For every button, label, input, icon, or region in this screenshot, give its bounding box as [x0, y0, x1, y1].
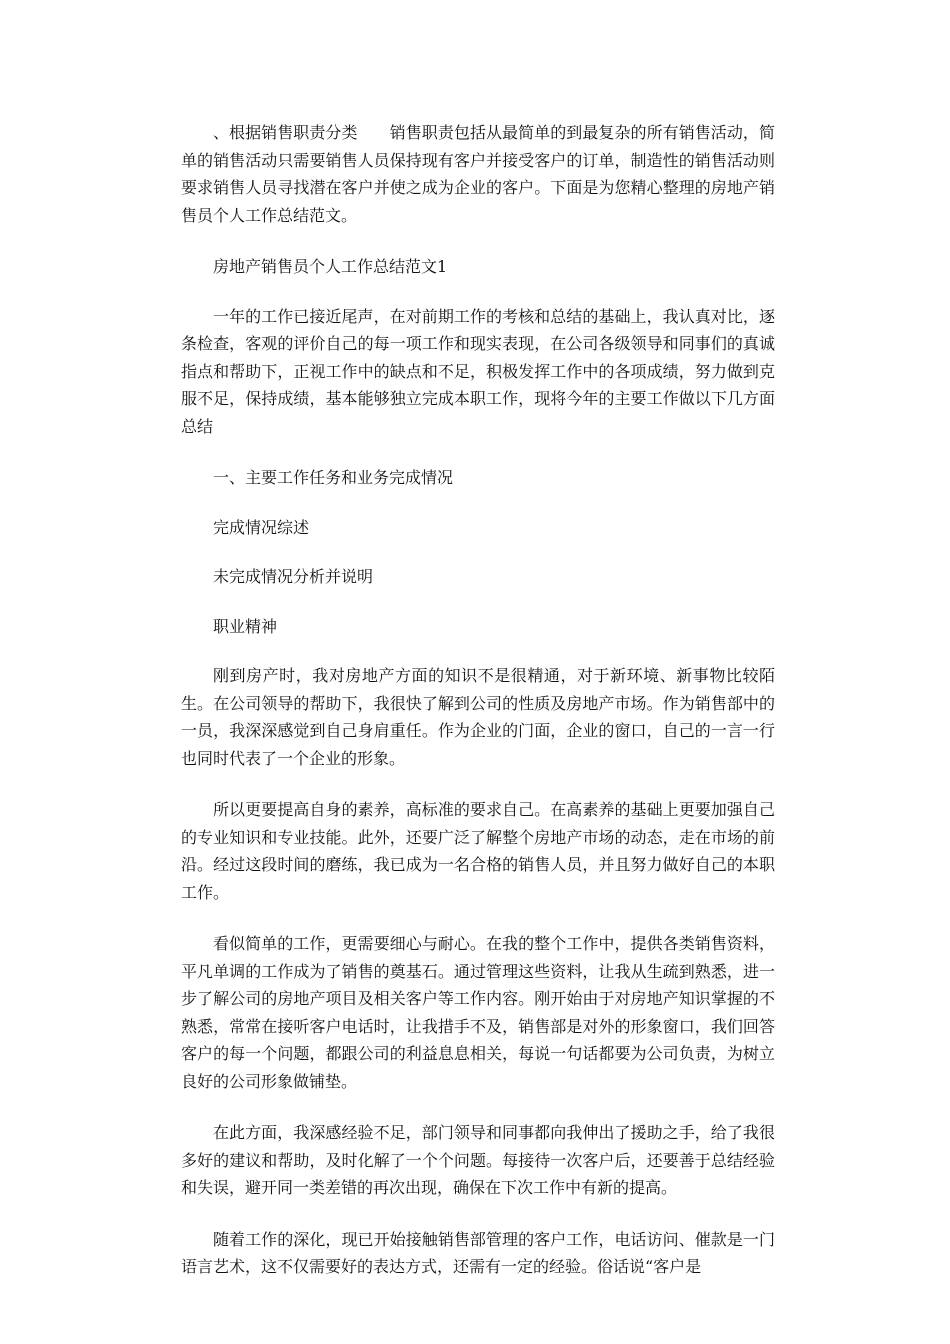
body-paragraph: 随着工作的深化，现已开始接触销售部管理的客户工作，电话访问、催款是一门语言艺术，这不仅需要好的表达方式，还需有一定的经验。俗话说“客户是 [181, 1229, 775, 1276]
body-paragraph: 所以更要提高自身的素养，高标准的要求自己。在高素养的基础上更要加强自己的专业知识和专业技能。此外，还要广泛了解整个房地产市场的动态，走在市场的前沿。经过这段时间的磨练，我已成为一名合格的销售人员，并且努力做好自己的本职工作。 [181, 800, 775, 902]
body-paragraph: 刚到房产时，我对房地产方面的知识不是很精通，对于新环境、新事物比较陌生。在公司领导的帮助下，我很快了解到公司的性质及房地产市场。作为销售部中的一员，我深深感觉到自己身肩重任。作为企业的门面，企业的窗口，自己的一言一行也同时代表了一个企业的形象。 [181, 666, 775, 768]
heading-main-tasks: 一、主要工作任务和业务完成情况 [213, 468, 454, 487]
body-paragraph: 看似简单的工作，更需要细心与耐心。在我的整个工作中，提供各类销售资料，平凡单调的工作成为了销售的奠基石。通过管理这些资料，让我从生疏到熟悉，进一步了解公司的房地产项目及相关客户等工作内容。刚开始由于对房地产知识掌握的不熟悉，常常在接听客户电话时，让我措手不及，销售部是对外的形象窗口，我们回答客户的每一个问题，都跟公司的利益息息相关，每说一句话都要为公司负责，为树立良好的公司形象做铺垫。 [181, 934, 775, 1091]
document-page [181, 119, 775, 1305]
heading-professional-spirit: 职业精神 [213, 616, 278, 636]
intro-paragraph: 、根据销售职责分类 销售职责包括从最简单的到最复杂的所有销售活动，简单的销售活动只需要销售人员保持现有客户并接受客户的订单，制造性的销售活动则要求销售人员寻找潜在客户并使之成为企业的客户。下面是为您精心整理的房地产销售员个人工作总结范文。 [181, 123, 775, 225]
heading-completion-overview: 完成情况综述 [213, 517, 310, 537]
summary-paragraph: 一年的工作已接近尾声，在对前期工作的考核和总结的基础上，我认真对比，逐条检查，客观的评价自己的每一项工作和现实表现，在公司各级领导和同事们的真诚指点和帮助下，正视工作中的缺点和不足，积极发挥工作中的各项成绩，努力做到克服不足，保持成绩，基本能够独立完成本职工作，现将今年的主要工作做以下几方面总结 [181, 306, 775, 436]
heading-incomplete-analysis: 未完成情况分析并说明 [213, 567, 374, 586]
body-paragraph: 在此方面，我深感经验不足，部门领导和同事都向我伸出了援助之手，给了我很多好的建议和帮助，及时化解了一个个问题。每接待一次客户后，还要善于总结经验和失误，避开同一类差错的再次出现，确保在下次工作中有新的提高。 [181, 1123, 775, 1197]
section-title: 房地产销售员个人工作总结范文1 [213, 257, 448, 276]
